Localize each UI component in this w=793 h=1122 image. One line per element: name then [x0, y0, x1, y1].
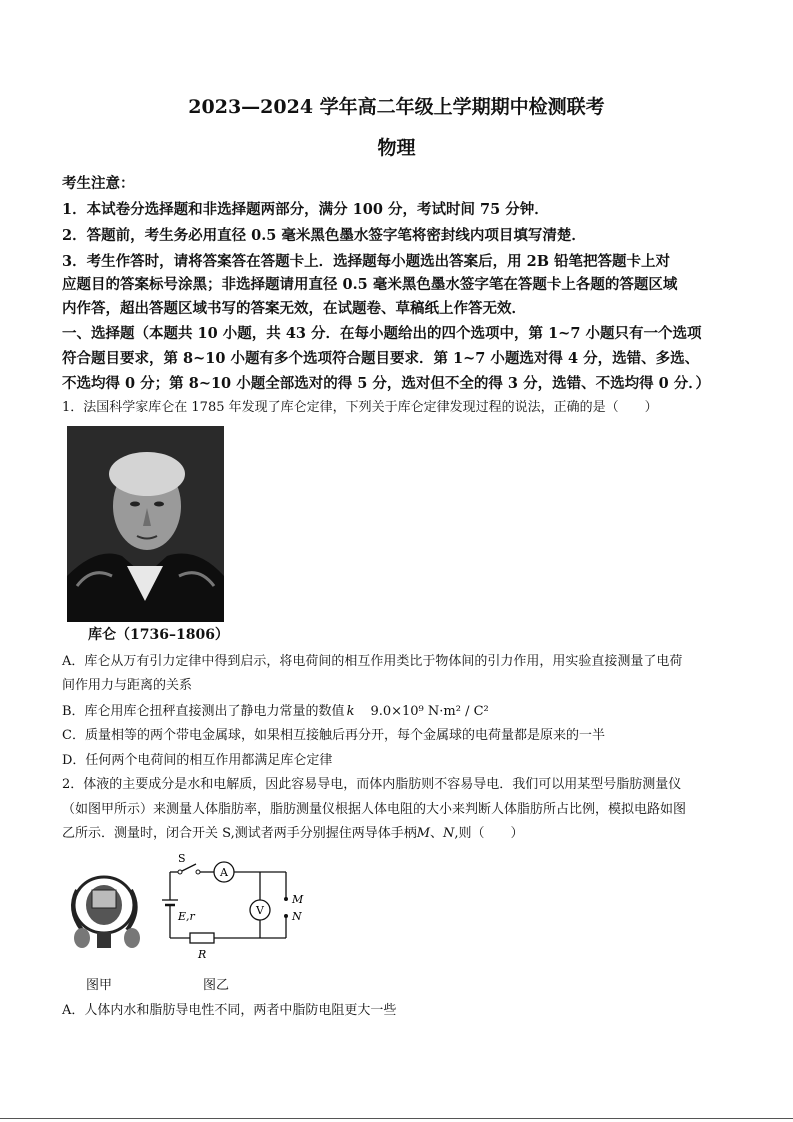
q2-stem-line-2: （如图甲所示）来测量人体脂肪率，脂肪测量仪根据人体电阻的大小来判断人体脂肪所占比例，模拟电路如图: [62, 802, 687, 817]
label-m: M: [292, 893, 304, 906]
circuit-diagram: [152, 852, 312, 964]
exam-title: 2023—2024 学年高二年级上学期期中检测联考: [188, 96, 605, 118]
portrait-caption: 库仑（1736–1806）: [88, 627, 229, 643]
page-bottom-divider: [0, 1118, 793, 1119]
q1-option-b-k: k: [346, 704, 355, 719]
q2-stem-text: 乙所示．测量时，闭合开关 S,测试者两手分别握住两导体手柄: [62, 826, 417, 841]
q1-option-c: C．质量相等的两个带电金属球，如果相互接触后再分开，每个金属球的电荷量都是原来的一半: [62, 728, 605, 743]
label-r: R: [198, 948, 207, 961]
notice-line-1: 1．本试卷分选择题和非选择题两部分，满分 100 分，考试时间 75 分钟．: [62, 201, 549, 218]
q2-stem-sep: 、: [430, 826, 444, 841]
q1-option-a-line-2: 间作用力与距离的关系: [62, 678, 193, 693]
label-n: N: [292, 910, 302, 923]
q2-stem-line-3: [62, 821, 742, 846]
q1-option-b-text: B．库仑用库仑扭秤直接测出了静电力常量的数值: [62, 704, 345, 719]
label-a: A: [220, 866, 228, 879]
coulomb-portrait-image: [67, 426, 224, 622]
notice-line-4: 应题目的答案标号涂黑；非选择题请用直径 0.5 毫米黑色墨水签字笔在答题卡上各题的答题区域: [62, 276, 678, 293]
q2-option-a: A．人体内水和脂肪导电性不同，两者中脂防电阻更大一些: [62, 1003, 397, 1018]
q2-stem-n: N: [443, 826, 455, 841]
notice-line-3: 3．考生作答时，请将答案答在答题卡上．选择题每小题选出答案后，用 2B 铅笔把答题卡上对: [62, 253, 671, 270]
q1-stem: 1．法国科学家库仑在 1785 年发现了库仑定律，下列关于库仑定律发现过程的说法，正确的是（ ）: [62, 400, 658, 415]
fat-meter-image: [62, 860, 162, 960]
label-s: S: [178, 852, 186, 865]
figure-yi-caption: 图乙: [203, 978, 230, 993]
notice-line-5: 内作答，超出答题区域书写的答案无效，在试题卷、草稿纸上作答无效．: [62, 300, 526, 317]
section1-line-1: 一、选择题（本题共 10 小题，共 43 分．在每小题给出的四个选项中，第 1~7 小题只有一个选项: [62, 325, 702, 342]
q2-stem-end: ,则（ ）: [454, 826, 524, 841]
figure-jia-caption: 图甲: [86, 978, 113, 993]
q2-stem-m: M: [416, 826, 431, 841]
section1-line-3: 不选均得 0 分；第 8~10 小题全部选对的得 5 分，选对但不全的得 3 分，选错、不选均得 0 分．）: [62, 375, 711, 392]
notice-line-2: 2．答题前，考生务必用直径 0.5 毫米黑色墨水签字笔将密封线内项目填写清楚．: [62, 227, 586, 244]
exam-subject: 物理: [377, 137, 416, 159]
q1-option-b-value: 9.0×10⁹ N·m² / C²: [370, 704, 489, 719]
label-er: E,r: [178, 910, 195, 923]
q1-option-b: [62, 699, 742, 724]
label-v: V: [256, 904, 264, 917]
section1-line-2: 符合题目要求，第 8~10 小题有多个选项符合题目要求．第 1~7 小题选对得 4 分，选错、多选、: [62, 350, 700, 367]
q1-option-a-line-1: A．库仑从万有引力定律中得到启示，将电荷间的相互作用类比于物体间的引力作用，用实验直接测量了电荷: [62, 654, 683, 669]
q1-option-d: D．任何两个电荷间的相互作用都满足库仑定律: [62, 753, 333, 768]
q2-stem-line-1: 2．体液的主要成分是水和电解质，因此容易导电，而体内脂肪则不容易导电．我们可以用某型号脂肪测量仪: [62, 777, 682, 792]
notice-heading: 考生注意：: [62, 175, 135, 192]
